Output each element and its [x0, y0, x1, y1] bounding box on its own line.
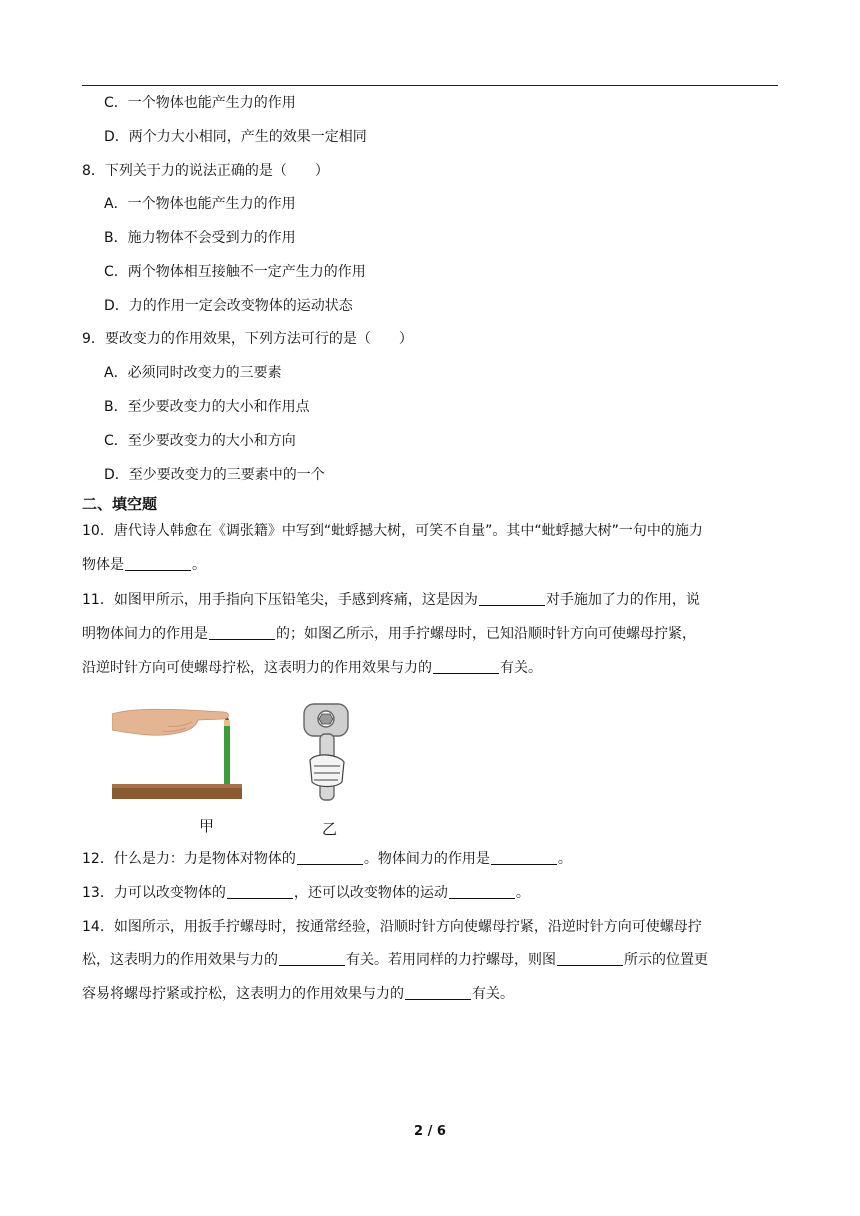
q11-text-c: 明物体间力的作用是 — [82, 626, 208, 642]
q11-text-e: 沿逆时针方向可使螺母拧松，这表明力的作用效果与力的 — [82, 660, 432, 676]
answer-blank[interactable] — [479, 591, 545, 606]
q11-line-2 — [82, 624, 696, 644]
figure-caption-jia: 甲 — [199, 817, 215, 835]
q14-text-d: 容易将螺母拧紧或拧松，这表明力的作用效果与力的 — [82, 986, 404, 1002]
answer-blank[interactable] — [557, 951, 623, 966]
q9-stem: 9．要改变力的作用效果，下列方法可行的是（ ） — [82, 331, 413, 347]
answer-blank[interactable] — [279, 951, 345, 966]
q13-text-b: ，还可以改变物体的运动 — [293, 885, 448, 901]
q10-text-a: 物体是 — [82, 557, 124, 573]
q14-text-b: 有关。若用同样的力拧螺母，则图 — [346, 952, 556, 968]
q14-text-e: 有关。 — [472, 986, 514, 1002]
q13-line — [82, 883, 530, 903]
figure-wrench-nut — [296, 702, 358, 806]
answer-blank[interactable] — [209, 625, 275, 640]
q14-line-3 — [82, 984, 514, 1004]
q8-option-b: B．施力物体不会受到力的作用 — [104, 230, 296, 246]
q12-text-a: 12．什么是力：力是物体对物体的 — [82, 851, 296, 867]
q10-line-1: 10．唐代诗人韩愈在《调张籍》中写到“蚍蜉撼大树，可笑不自量”。其中“蚍蜉撼大树”一句中的施力 — [82, 523, 703, 539]
q8-option-c: C．两个物体相互接触不一定产生力的作用 — [104, 264, 366, 280]
q9-option-d: D．至少要改变力的三要素中的一个 — [104, 467, 325, 483]
q11-line-1 — [82, 590, 700, 610]
q14-line-1: 14．如图所示，用扳手拧螺母时，按通常经验，沿顺时针方向使螺母拧紧，沿逆时针方向可使螺母拧 — [82, 919, 702, 935]
q11-line-3 — [82, 658, 542, 678]
q9-option-b: B．至少要改变力的大小和作用点 — [104, 399, 310, 415]
answer-blank[interactable] — [125, 556, 191, 571]
figure-caption-yi: 乙 — [322, 820, 338, 838]
q11-text-f: 有关。 — [500, 660, 542, 676]
q7-option-c: C．一个物体也能产生力的作用 — [104, 95, 296, 111]
q10-line-2 — [82, 555, 206, 575]
q12-text-b: 。物体间力的作用是 — [363, 851, 490, 867]
answer-blank[interactable] — [297, 850, 363, 865]
q9-option-c: C．至少要改变力的大小和方向 — [104, 433, 296, 449]
q11-text-b: 对手施加了力的作用，说 — [545, 592, 700, 608]
q12-line — [82, 849, 572, 869]
q14-text-a: 松，这表明力的作用效果与力的 — [82, 952, 278, 968]
q8-option-d: D．力的作用一定会改变物体的运动状态 — [104, 298, 353, 314]
q8-option-a: A．一个物体也能产生力的作用 — [104, 196, 296, 212]
answer-blank[interactable] — [405, 985, 471, 1000]
page-number: 2 / 6 — [414, 1124, 446, 1139]
q11-text-d: 的；如图乙所示，用手拧螺母时，已知沿顺时针方向可使螺母拧紧， — [276, 626, 696, 642]
q12-text-c: 。 — [557, 851, 572, 867]
answer-blank[interactable] — [433, 659, 499, 674]
q14-text-c: 所示的位置更 — [624, 952, 708, 968]
q10-text-b: 。 — [192, 557, 206, 573]
q14-line-2 — [82, 950, 708, 970]
answer-blank[interactable] — [227, 884, 293, 899]
q13-text-c: 。 — [515, 885, 530, 901]
header-rule — [82, 85, 778, 86]
answer-blank[interactable] — [491, 850, 557, 865]
q7-option-d: D．两个力大小相同，产生的效果一定相同 — [104, 129, 367, 145]
section-heading-fill-in: 二、填空题 — [82, 495, 158, 513]
answer-blank[interactable] — [449, 884, 515, 899]
q8-stem: 8．下列关于力的说法正确的是（ ） — [82, 163, 329, 179]
q9-option-a: A．必须同时改变力的三要素 — [104, 365, 282, 381]
figure-finger-pencil — [112, 704, 244, 802]
q13-text-a: 13．力可以改变物体的 — [82, 885, 226, 901]
q11-text-a: 11．如图甲所示，用手指向下压铅笔尖，手感到疼痛，这是因为 — [82, 592, 478, 608]
